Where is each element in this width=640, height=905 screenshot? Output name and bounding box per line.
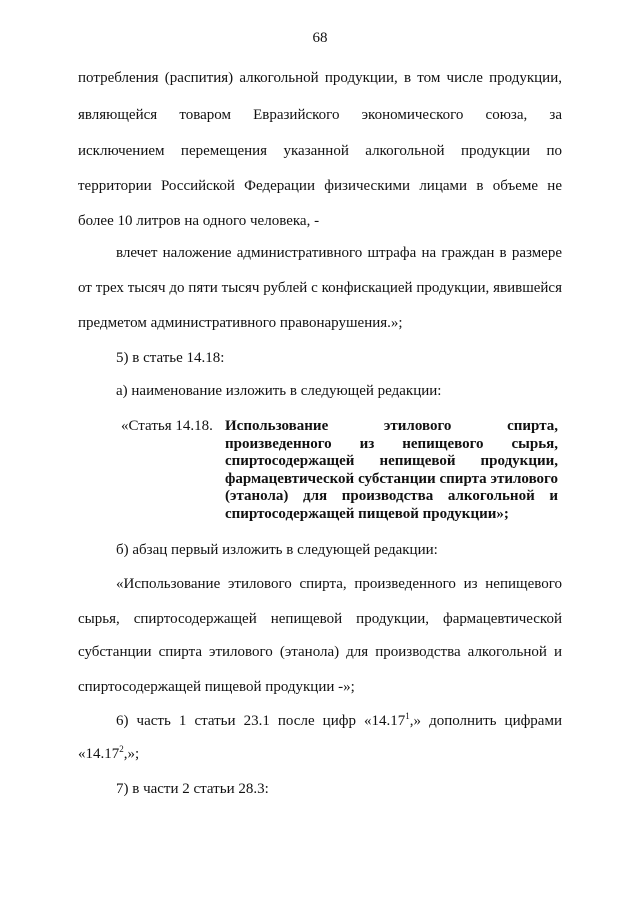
paragraph-line: предметом административного правонарушения.»; xyxy=(78,315,403,331)
paragraph-line: территории Российской Федерации физическими лицами в объеме не xyxy=(78,178,562,194)
item6-text: ,» дополнить цифрами xyxy=(409,713,562,729)
list-item xyxy=(116,711,562,731)
paragraph-line: более 10 литров на одного человека, - xyxy=(78,213,320,229)
paragraph-line: «Использование этилового спирта, произведенного из непищевого xyxy=(116,576,562,592)
item6-text: 6) часть 1 статьи 23.1 после цифр «14.17 xyxy=(116,713,406,729)
paragraph-line xyxy=(78,744,562,764)
paragraph-line: потребления (распития) алкогольной продукции, в том числе продукции, xyxy=(78,70,562,86)
paragraph-line: влечет наложение административного штрафа на граждан в размере xyxy=(116,245,562,261)
item6-text: «14.17 xyxy=(78,746,120,762)
article-heading-line: Использование этилового спирта, xyxy=(225,418,558,434)
list-item: 5) в статье 14.18: xyxy=(116,350,225,366)
article-heading-line: фармацевтической субстанции спирта этилового xyxy=(225,471,558,487)
paragraph-line: являющейся товаром Евразийского экономического союза, за xyxy=(78,107,562,123)
paragraph-line: спиртосодержащей пищевой продукции -»; xyxy=(78,679,355,695)
paragraph-line: сырья, спиртосодержащей непищевой продукции, фармацевтической xyxy=(78,611,562,627)
paragraph-line: исключением перемещения указанной алкогольной продукции по xyxy=(78,143,562,159)
superscript: 1 xyxy=(405,711,410,721)
article-heading-line: произведенного из непищевого сырья, xyxy=(225,436,558,452)
article-heading-line: спиртосодержащей пищевой продукции»; xyxy=(225,506,509,522)
article-heading-line: спиртосодержащей непищевой продукции, xyxy=(225,453,558,469)
page-number: 68 xyxy=(312,30,328,46)
article-heading-label: «Статья 14.18. xyxy=(121,418,213,434)
list-item: б) абзац первый изложить в следующей редакции: xyxy=(116,542,438,558)
superscript: 2 xyxy=(119,744,124,754)
item6-text: ,»; xyxy=(123,746,140,762)
paragraph-line: от трех тысяч до пяти тысяч рублей с конфискацией продукции, явившейся xyxy=(78,280,562,296)
paragraph-line: субстанции спирта этилового (этанола) для производства алкогольной и xyxy=(78,644,562,660)
list-item: 7) в части 2 статьи 28.3: xyxy=(116,781,269,797)
article-heading-line: (этанола) для производства алкогольной и xyxy=(225,488,558,504)
list-item: а) наименование изложить в следующей редакции: xyxy=(116,383,442,399)
